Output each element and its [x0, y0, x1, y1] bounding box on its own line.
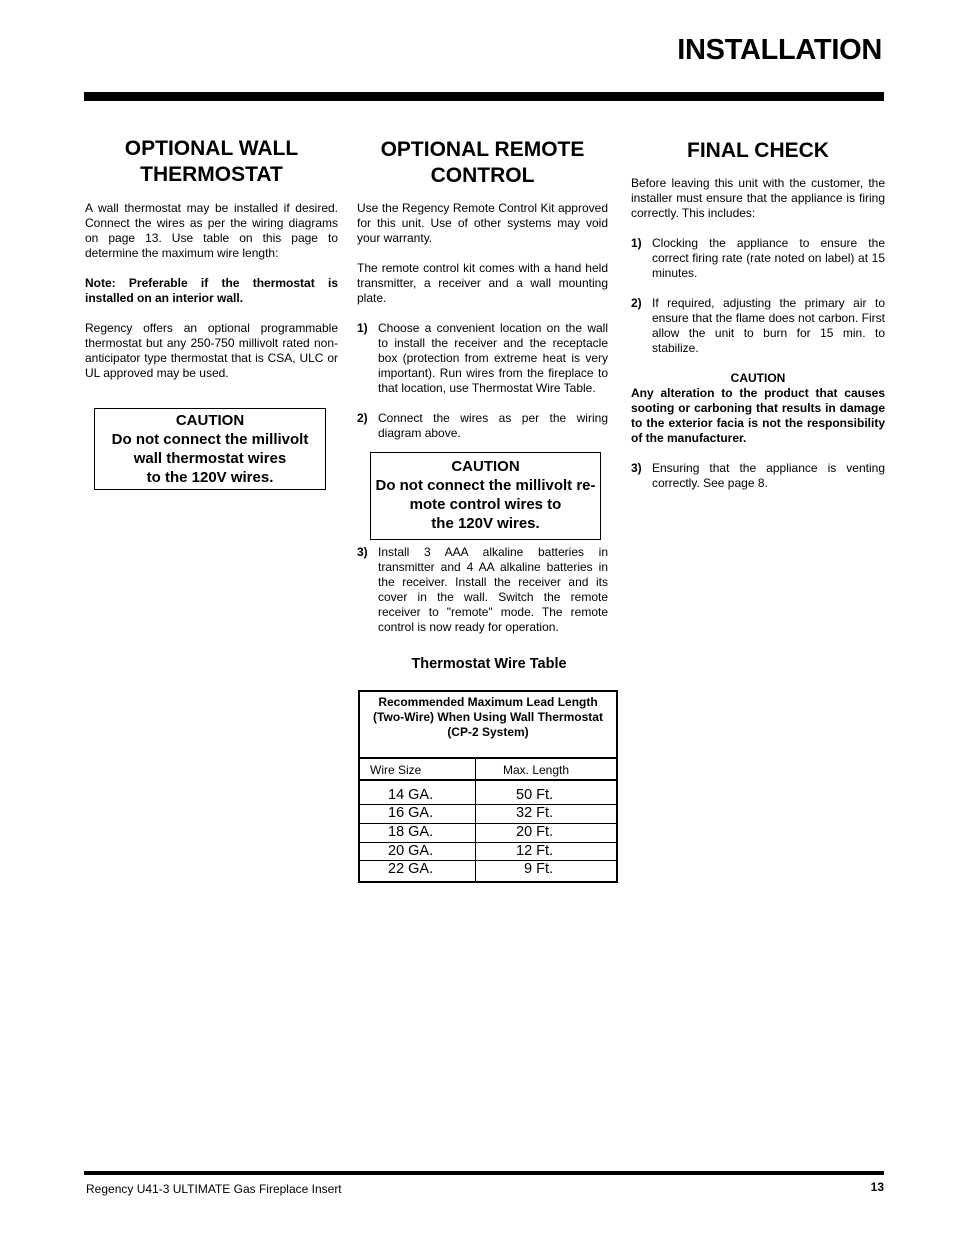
wire-size-cell: 14 GA. [388, 787, 434, 803]
max-length-cell: 32 Ft. [516, 805, 554, 821]
caution-box-remote [370, 452, 601, 540]
list-text: If required, adjusting the primary air to ensure that the flame does not carbon. First allow the unit to burn for 15 min. to stabilize. [652, 296, 885, 355]
caution-text: Any alteration to the product that causes sooting or carboning that results in damage to the exterior facia is not the responsibility of the manufacturer. [631, 386, 885, 445]
caution-line: Do not connect the millivolt re- [375, 477, 596, 494]
caution-title: CAUTION [730, 371, 786, 385]
table-row [360, 823, 616, 842]
max-length-cell: 9 Ft. [516, 861, 554, 877]
max-length-cell: 12 Ft. [516, 843, 554, 859]
list-number: 1) [631, 236, 642, 250]
column-header-wire-size: Wire Size [370, 763, 422, 777]
wire-size-cell: 20 GA. [388, 843, 434, 859]
caution-line: mote control wires to [409, 496, 562, 513]
wire-table-header: Recommended Maximum Lead Length (Two-Wire) When Using Wall Thermostat (CP-2 System) [373, 695, 603, 739]
wire-table [358, 690, 618, 883]
caution-box-thermostat [94, 408, 326, 490]
caution-line: to the 120V wires. [146, 469, 274, 486]
list-number: 2) [631, 296, 642, 310]
heading-line: OPTIONAL REMOTE [380, 138, 585, 161]
list-item [631, 461, 885, 491]
page-number: 13 [870, 1180, 884, 1194]
caution-line: the 120V wires. [431, 515, 540, 532]
wall-thermostat-intro: A wall thermostat may be installed if desired. Connect the wires as per the wiring diagrams on page 13. Use table on this page to determine the maximum wire length: [85, 201, 338, 260]
wire-size-cell: 16 GA. [388, 805, 434, 821]
section-final-check [631, 138, 885, 491]
list-text: Clocking the appliance to ensure the correct firing rate (rate noted on label) at 15 minutes. [652, 236, 885, 280]
heading-line: CONTROL [430, 164, 535, 187]
table-row [360, 786, 616, 805]
list-number: 1) [357, 321, 368, 335]
wire-table-title: Thermostat Wire Table [411, 656, 567, 672]
caution-line: Do not connect the millivolt [111, 431, 309, 448]
caution-title: CAUTION [451, 458, 520, 475]
list-number: 2) [357, 411, 368, 425]
max-length-cell: 20 Ft. [516, 824, 554, 840]
table-divider [360, 757, 616, 759]
remote-kit-contents: The remote control kit comes with a hand held transmitter, a receiver and a wall mounting plate. [357, 261, 608, 305]
table-row [360, 842, 616, 861]
table-row [360, 860, 616, 879]
caution-title: CAUTION [175, 412, 245, 429]
wall-thermostat-note: Note: Preferable if the thermostat is installed on an interior wall. [85, 276, 338, 305]
list-number: 3) [631, 461, 642, 475]
section-remote-control [357, 137, 608, 441]
list-text: Ensuring that the appliance is venting correctly. See page 8. [652, 461, 885, 490]
max-length-cell: 50 Ft. [516, 787, 554, 803]
list-item [631, 236, 885, 281]
final-check-heading: FINAL CHECK [687, 139, 829, 162]
remote-step-3 [357, 545, 608, 635]
list-text: Connect the wires as per the wiring diagram above. [378, 411, 608, 440]
final-check-intro: Before leaving this unit with the customer, the installer must ensure that the appliance is firing correctly. This includes: [631, 176, 885, 220]
wall-thermostat-options: Regency offers an optional programmable thermostat but any 250-750 millivolt rated non-anticipator type thermostat that is CSA, ULC or UL approved may be used. [85, 321, 338, 380]
wire-size-cell: 18 GA. [388, 824, 434, 840]
list-item [357, 411, 608, 441]
section-wall-thermostat [85, 136, 338, 381]
remote-intro: Use the Regency Remote Control Kit approved for this unit. Use of other systems may void your warranty. [357, 201, 608, 245]
table-row [360, 804, 616, 823]
list-number: 3) [357, 545, 368, 559]
header-rule [84, 92, 884, 101]
remote-control-heading [357, 137, 608, 189]
list-text: Choose a convenient location on the wall to install the receiver and the receptacle box (protection from extreme heat is very important). Run wires from the fireplace to that location, use Thermostat Wire Table. [378, 321, 608, 395]
footer-rule [84, 1171, 884, 1175]
wall-thermostat-heading: OPTIONAL WALL THERMOSTAT [124, 137, 299, 186]
footer-product-name: Regency U41-3 ULTIMATE Gas Fireplace Insert [86, 1182, 342, 1196]
caution-line: wall thermostat wires [133, 450, 287, 467]
table-divider [360, 779, 616, 781]
column-header-max-length: Max. Length [503, 763, 570, 777]
wire-size-cell: 22 GA. [388, 861, 434, 877]
list-item [631, 296, 885, 356]
list-item [357, 545, 608, 635]
list-item [357, 321, 608, 396]
list-text: Install 3 AAA alkaline batteries in transmitter and 4 AA alkaline batteries in the receiver. Install the receiver and its cover in the wall. Switch the remote receiver to "remote" mode. The remote control is now ready for operation. [378, 545, 608, 634]
page-title: INSTALLATION [677, 34, 882, 66]
